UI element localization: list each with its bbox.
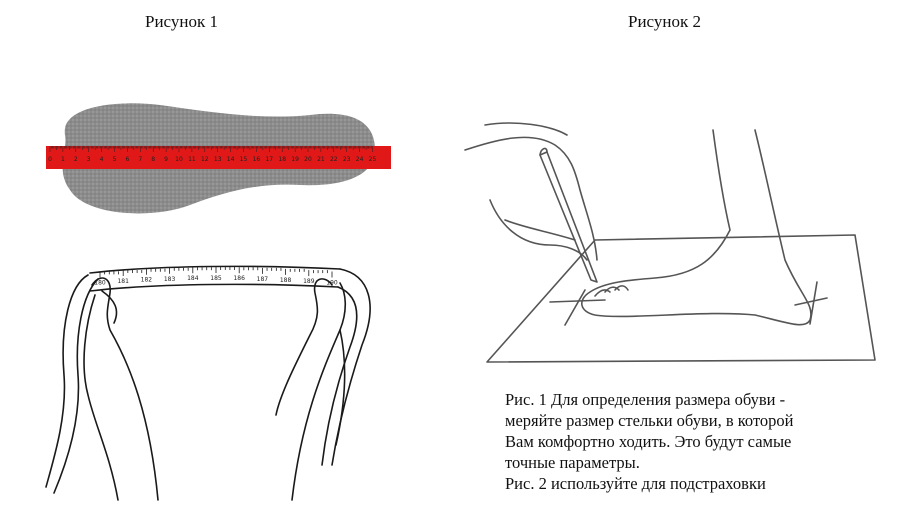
ruler-label: 15 xyxy=(239,156,248,163)
instructions-line-5: Рис. 2 используйте для подстраховки xyxy=(505,474,766,493)
tape-label: 190 xyxy=(326,279,338,287)
paper-sheet xyxy=(487,235,875,362)
instructions-line-2: меряйте размер стельки обуви, в которой xyxy=(505,411,794,430)
measuring-tape-illustration xyxy=(40,255,385,500)
figure-1-title: Рисунок 1 xyxy=(145,12,218,31)
foot-tracing-illustration xyxy=(455,110,880,370)
figure-2-title: Рисунок 2 xyxy=(628,12,701,31)
tape-label: 181 xyxy=(117,277,129,285)
ruler-label: 7 xyxy=(138,156,143,163)
ruler-label: 5 xyxy=(112,156,117,163)
ruler-label: 4 xyxy=(99,156,104,163)
instructions-line-1: Рис. 1 Для определения размера обуви - xyxy=(505,390,786,409)
ruler-label: 18 xyxy=(278,156,287,163)
ruler-label: 3 xyxy=(86,156,91,163)
tape-label: 189 xyxy=(303,278,315,286)
ruler-label: 1 xyxy=(60,156,65,163)
ruler-label: 19 xyxy=(291,156,299,163)
tape-label: 183 xyxy=(163,275,176,283)
ruler-label: 25 xyxy=(368,156,377,163)
ruler-label: 16 xyxy=(252,156,261,163)
instructions-line-3: Вам комфортно ходить. Это будут самые xyxy=(505,432,792,451)
ruler-label: 17 xyxy=(265,156,274,163)
tape-label: 185 xyxy=(210,275,222,283)
ruler-label: 8 xyxy=(151,156,156,163)
ruler-label: 9 xyxy=(164,156,169,163)
tape-label: 180 xyxy=(94,279,106,287)
tape-label: 184 xyxy=(187,275,199,283)
ruler-label: 11 xyxy=(188,156,196,163)
ruler-label: 13 xyxy=(213,156,222,163)
instructions-line-4: точные параметры. xyxy=(505,453,640,472)
ruler-label: 22 xyxy=(329,156,338,163)
ruler-label: 10 xyxy=(175,156,183,163)
ruler xyxy=(46,146,391,169)
ruler-label: 6 xyxy=(125,156,130,163)
ruler-label: 12 xyxy=(200,156,209,163)
ruler-label: 24 xyxy=(355,156,364,163)
tape-label: 187 xyxy=(256,275,269,283)
tape-label: 188 xyxy=(279,276,292,284)
ruler-label: 14 xyxy=(226,156,235,163)
ruler-label: 21 xyxy=(317,156,325,163)
ruler-label: 0 xyxy=(48,156,52,163)
ruler-label: 23 xyxy=(342,156,351,163)
insole-illustration xyxy=(40,95,395,225)
ruler-label: 20 xyxy=(304,156,312,163)
tape-label: 182 xyxy=(140,276,153,284)
ruler-label: 2 xyxy=(73,156,78,163)
tape-label: 186 xyxy=(233,275,245,283)
instructions-text xyxy=(505,389,915,494)
